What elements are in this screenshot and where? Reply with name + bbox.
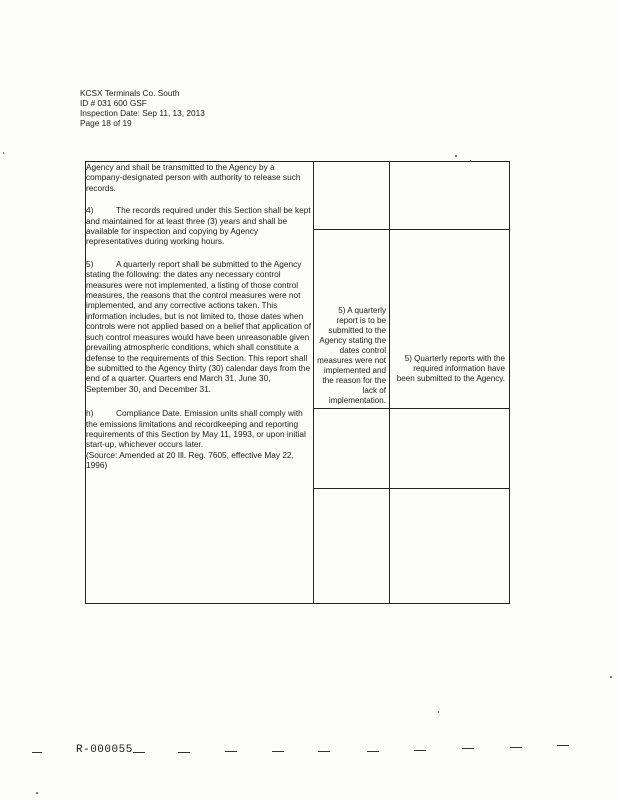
para-5	[86, 259, 313, 394]
quarterly-report-status: 5) Quarterly reports with the required information have been submitted to the Agency.	[396, 354, 505, 383]
inspection-table	[85, 161, 510, 604]
observation-cell-1	[314, 162, 390, 230]
observation-cell-4	[314, 489, 390, 604]
para-4-number: 4)	[86, 205, 94, 216]
para-5-text: A quarterly report shall be submitted to the Agency stating the following: the dates any necessary control measures were not implemented, a listing of those control measures, the reasons that the control measures were not implemented, and any corrective actions taken. This information includes, but is not limited to, those dates when controls were not applied based on a belief that application of such control measures would have been unreasonable given prevailing atmospheric conditions, which shall constitute a defense to the requirements of this Section. This report shall be submitted to the Agency thirty (30) calendar days from the end of a quarter. Quarters end March 31, June 30, September 30, and December 31.	[86, 258, 312, 394]
quarterly-report-requirement: 5) A quarterly report is to be submitted to the Agency stating the dates control measures were not implemented and the reason for the lack of implementation.	[317, 306, 386, 405]
para-4	[86, 205, 313, 247]
para-intro: Agency and shall be transmitted to the Agency by a company-designated person with authority to release such records.	[86, 162, 301, 193]
bates-number: R-000055	[76, 744, 133, 756]
status-cell-3	[390, 409, 510, 489]
page-number: Page 18 of 19	[80, 118, 132, 128]
para-5-number: 5)	[86, 258, 94, 269]
requirement-text-cell	[86, 162, 314, 604]
status-cell-4	[390, 489, 510, 604]
observation-cell-2	[314, 230, 390, 409]
para-h-text: Compliance Date. Emission units shall comply with the emissions limitations and recordkeeping and reporting requirements of this Section by May 11, 1993, or upon initial start-up, whichever occurs later.	[86, 408, 306, 450]
inspection-date: Inspection Date: Sep 11, 13, 2013	[80, 108, 205, 118]
para-4-text: The records required under this Section shall be kept and maintained for at least three (3) years and shall be available for inspection and copying by Agency representatives during working hours.	[86, 205, 311, 247]
facility-id: ID # 031 600 GSF	[80, 98, 147, 108]
para-h	[86, 408, 313, 450]
status-cell-1	[390, 162, 510, 230]
para-h-number: h)	[86, 408, 94, 419]
source-note: (Source: Amended at 20 Ill. Reg. 7605, effective May 22, 1996)	[86, 449, 294, 471]
document-header	[80, 88, 205, 128]
observation-cell-3	[314, 409, 390, 489]
status-cell-2	[390, 230, 510, 409]
facility-name: KCSX Terminals Co. South	[80, 88, 180, 98]
